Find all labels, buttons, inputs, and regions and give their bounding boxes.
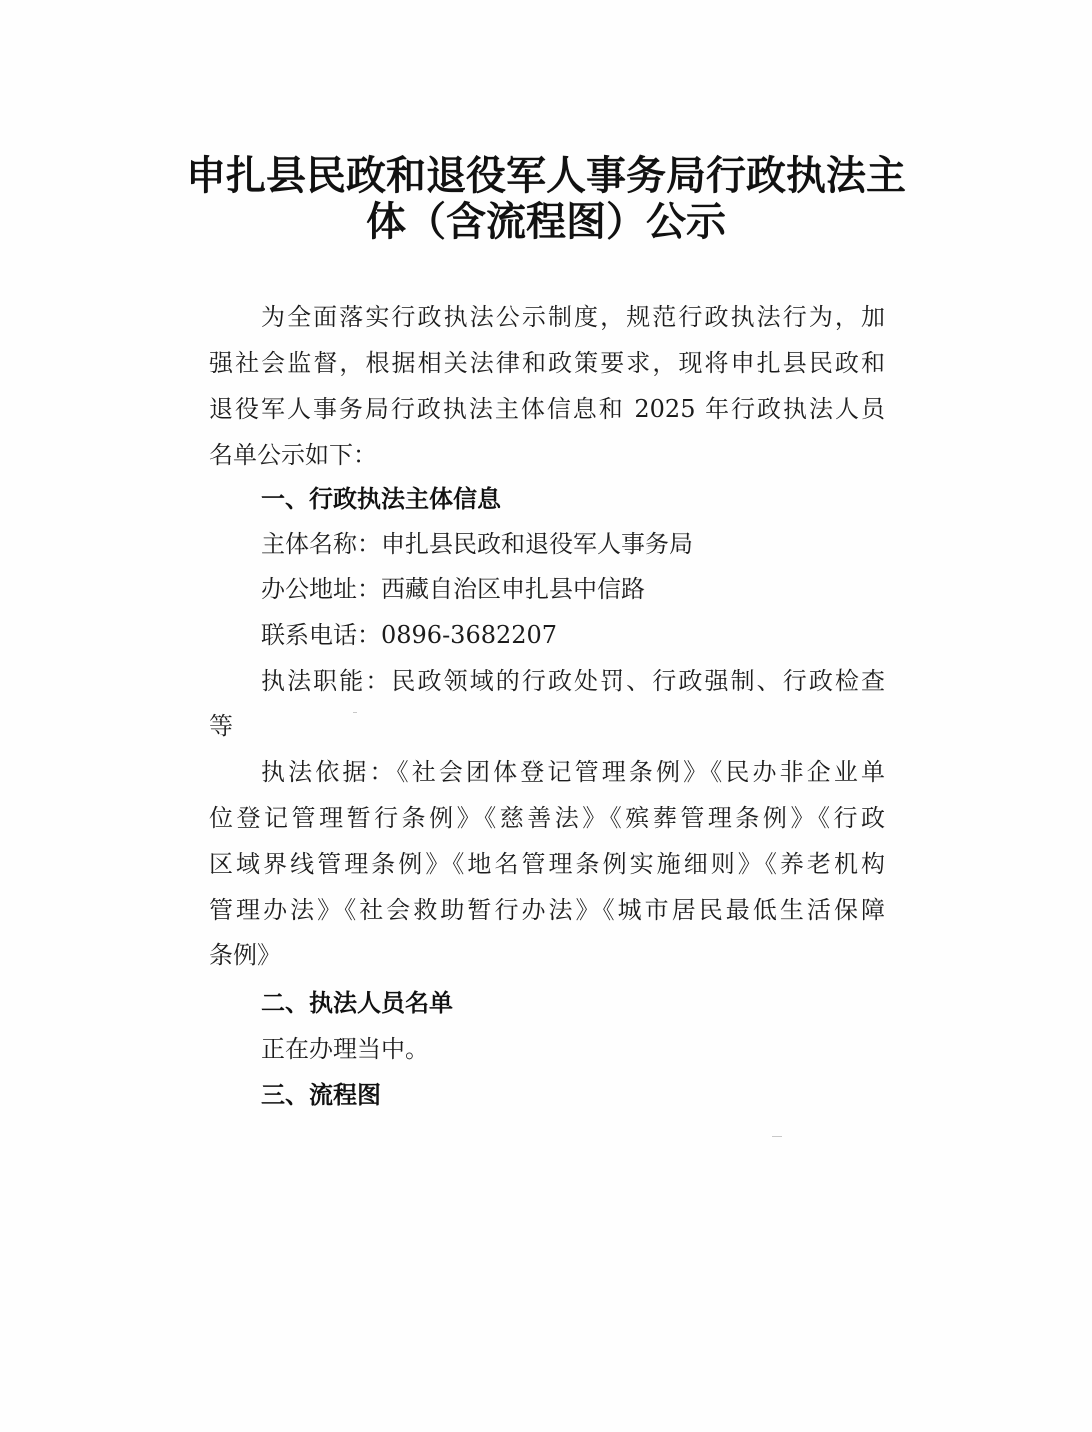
intro-line-1: 为全面落实行政执法公示制度，规范行政执法行为，加 <box>261 303 885 331</box>
enforcement-basis-line-5: 条例》 <box>209 941 281 969</box>
section-2-heading: 二、执法人员名单 <box>261 989 453 1017</box>
enforcement-basis-line-3: 区域界线管理条例》《地名管理条例实施细则》《养老机构 <box>209 850 885 878</box>
intro-line-2: 强社会监督，根据相关法律和政策要求，现将申扎县民政和 <box>209 349 885 377</box>
intro-line-4: 名单公示如下： <box>209 441 377 469</box>
entity-name: 主体名称：申扎县民政和退役军人事务局 <box>261 530 693 558</box>
scan-speck <box>353 712 357 713</box>
office-address: 办公地址：西藏自治区申扎县中信路 <box>261 575 645 603</box>
intro-line-3: 退役军人事务局行政执法主体信息和 2025 年行政执法人员 <box>209 395 885 423</box>
enforcement-basis-line-4: 管理办法》《社会救助暂行办法》《城市居民最低生活保障 <box>209 896 885 924</box>
enforcement-function-line-2: 等 <box>209 712 233 740</box>
section-1-heading: 一、行政执法主体信息 <box>261 485 501 513</box>
scan-speck <box>772 1136 782 1137</box>
enforcement-function-line-1: 执法职能：民政领域的行政处罚、行政强制、行政检查 <box>261 667 885 695</box>
contact-phone: 联系电话：0896-3682207 <box>261 621 558 649</box>
section-3-heading: 三、流程图 <box>261 1081 381 1109</box>
personnel-status: 正在办理当中。 <box>261 1035 429 1063</box>
document-title-line-1: 申扎县民政和退役军人事务局行政执法主 <box>186 152 906 199</box>
document-title-line-2: 体（含流程图）公示 <box>366 198 726 245</box>
enforcement-basis-line-2: 位登记管理暂行条例》《慈善法》《殡葬管理条例》《行政 <box>209 804 885 832</box>
enforcement-basis-line-1: 执法依据：《社会团体登记管理条例》《民办非企业单 <box>261 758 885 786</box>
